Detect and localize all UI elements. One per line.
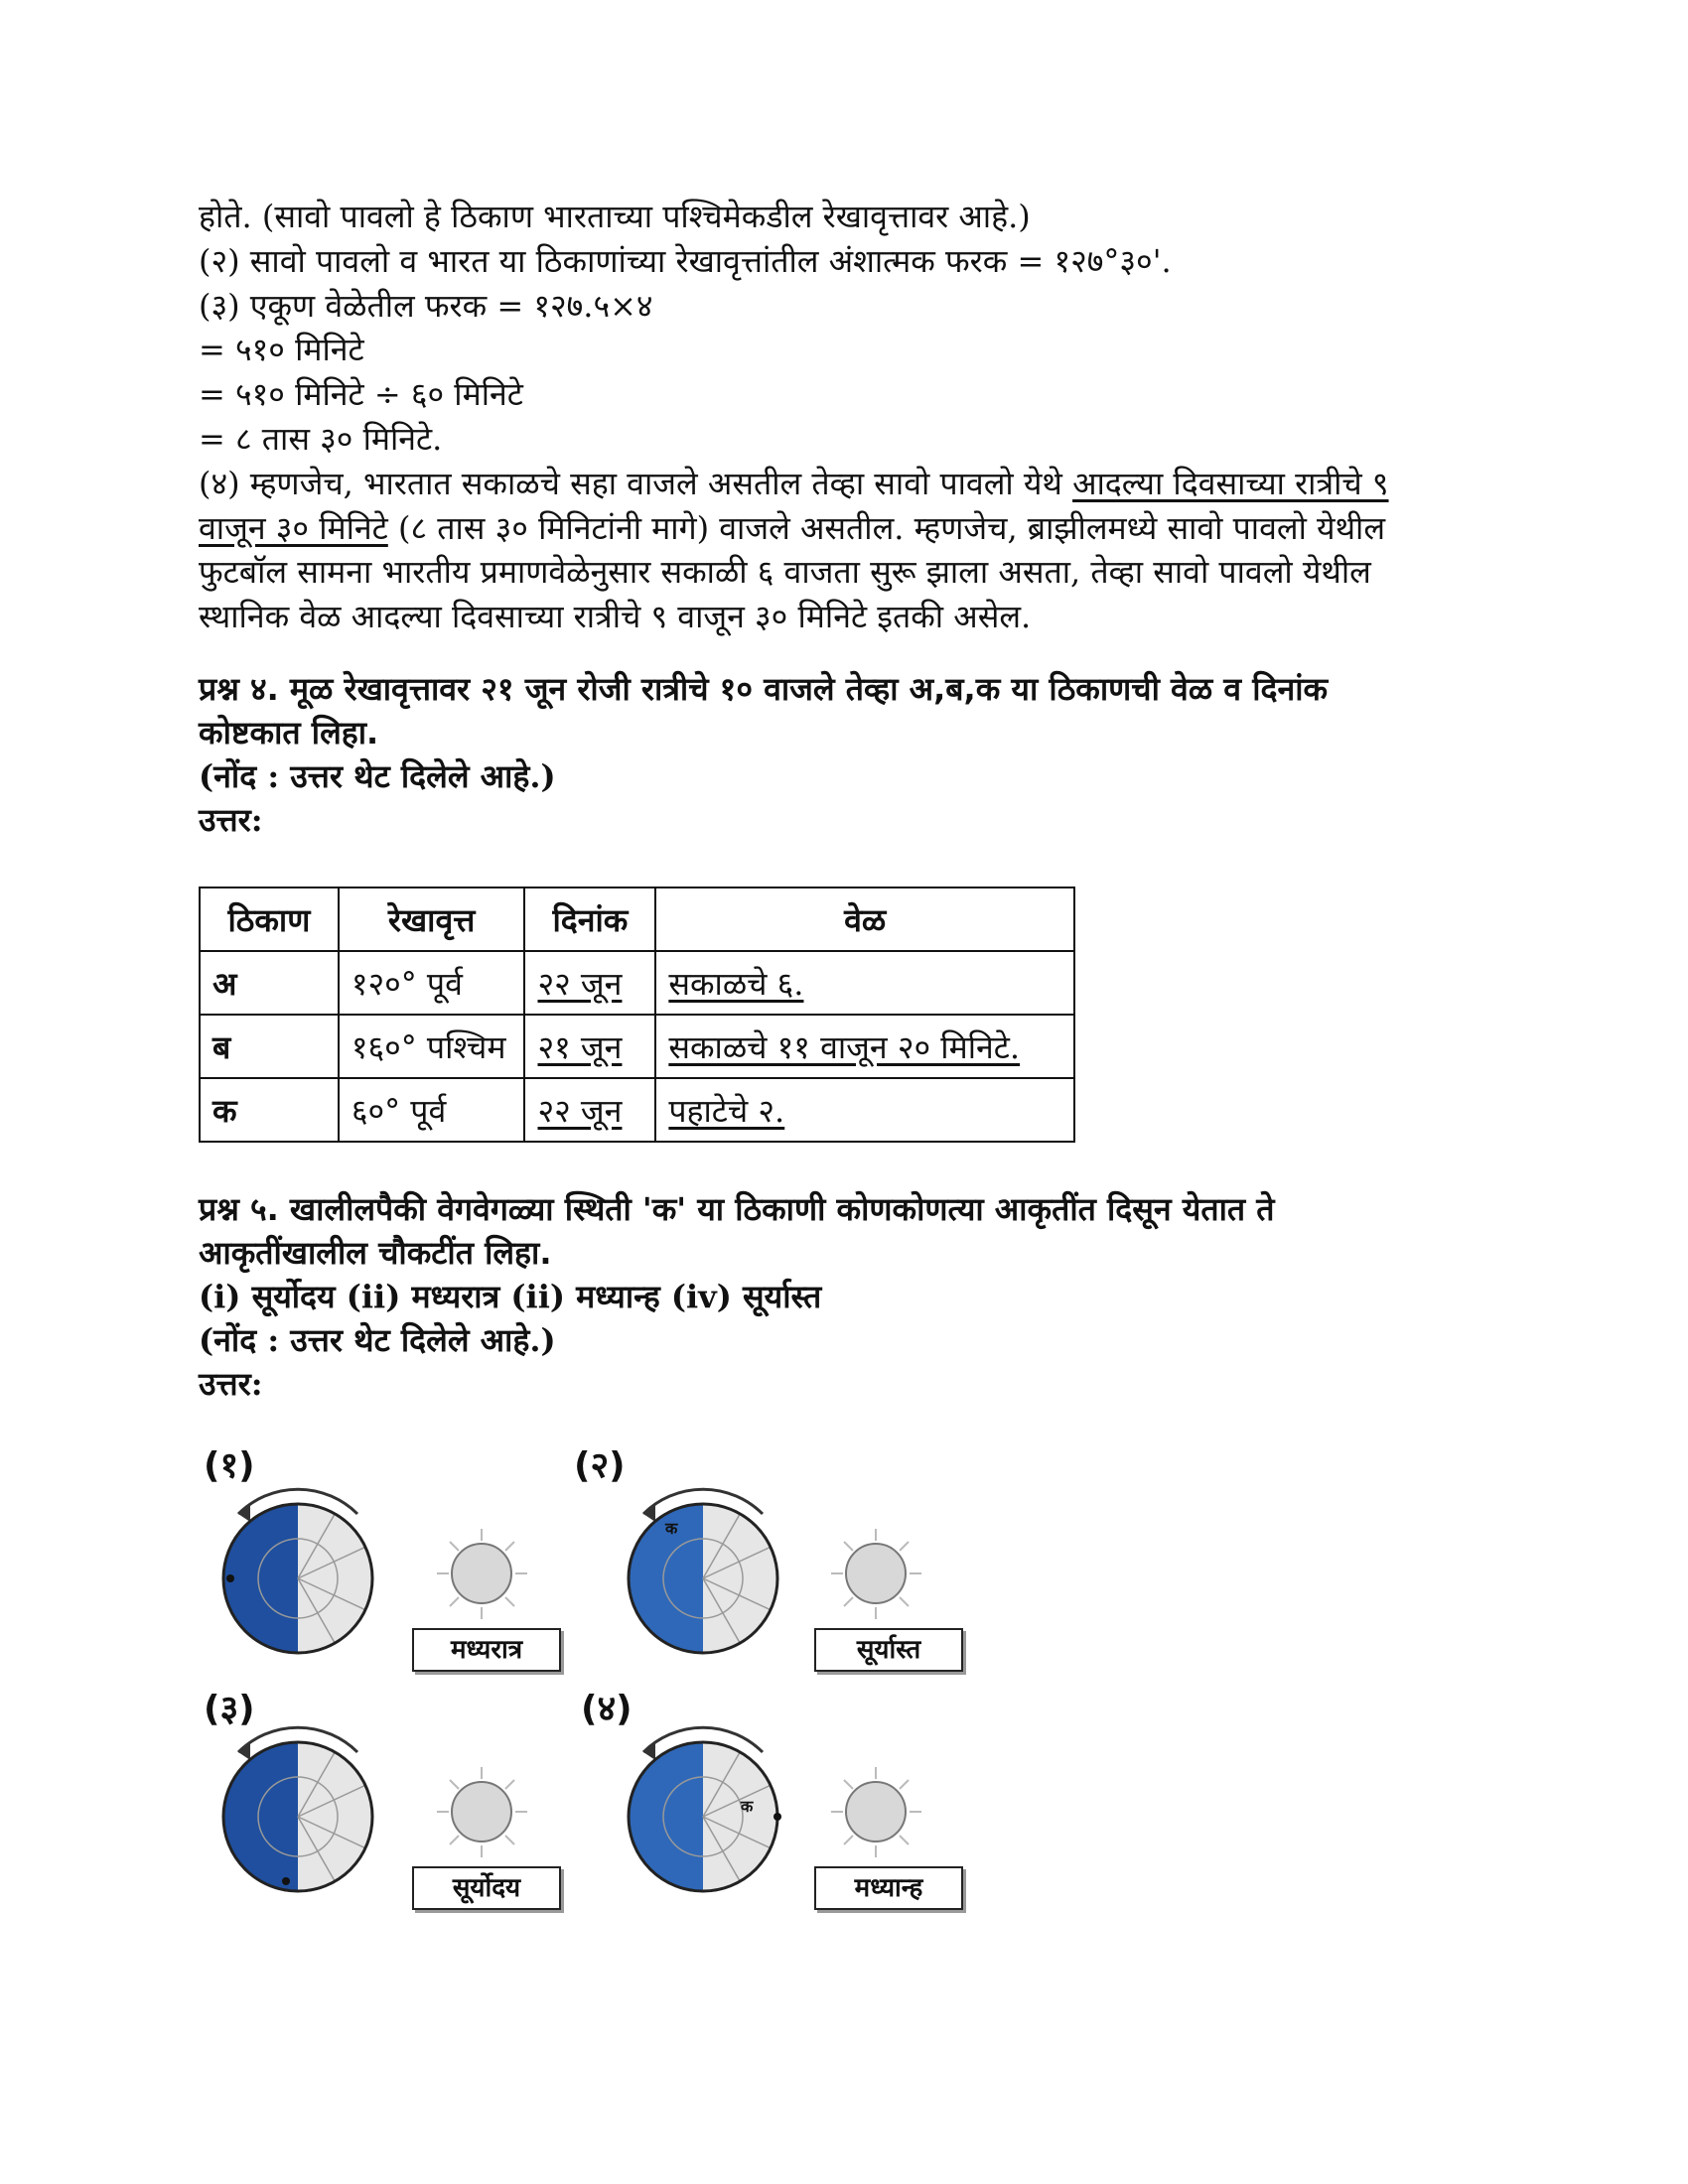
figure-3-number: (३) (204, 1689, 255, 1729)
intro-line-1: होते. (सावो पावलो हे ठिकाण भारताच्या पश्चिमेकडील रेखावृत्तावर आहे.) (199, 198, 1031, 235)
header-longitude: रेखावृत्त (339, 887, 525, 951)
question-4-line-2: कोष्टकात लिहा. (199, 713, 379, 751)
intro-line-10: स्थानिक वेळ आदल्या दिवसाच्या रात्रीचे ९ वाजून ३० मिनिटे इतकी असेल. (199, 598, 1032, 636)
underlined-answer: आदल्या दिवसाच्या रात्रीचे ९ (1072, 464, 1389, 502)
table-row (200, 951, 1074, 1015)
question-5-line-2: आकृतींखालील चौकटींत लिहा. (199, 1234, 552, 1272)
table-row (200, 1015, 1074, 1078)
question-4-line-1: प्रश्न ४. मूळ रेखावृत्तावर २१ जून रोजी रात्रीचे १० वाजले तेव्हा अ,ब,क या ठिकाणची वेळ व दिनांक (199, 669, 1329, 708)
cell-longitude: १२०° पूर्व (339, 951, 525, 1015)
intro-line-2: (२) सावो पावलो व भारत या ठिकाणांच्या रेखावृत्तांतील अंशात्मक फरक = १२७°३०'. (199, 241, 1172, 280)
underlined-answer: वाजून ३० मिनिटे (199, 508, 388, 547)
question-5-note: (नोंद : उत्तर थेट दिलेले आहे.) (199, 1321, 556, 1359)
sun-icon (435, 1765, 529, 1859)
header-date: दिनांक (524, 887, 655, 951)
cell-date: २१ जून (524, 1015, 655, 1078)
question-4-note: (नोंद : उत्तर थेट दिलेले आहे.) (199, 756, 556, 795)
question-5-answer-label: उत्तर: (199, 1365, 263, 1403)
cell-time: सकाळचे ६. (655, 951, 1074, 1015)
place-marker: क (665, 1519, 678, 1538)
earth-diagram-1 (209, 1484, 387, 1663)
figure-1-label: मध्यरात्र (412, 1628, 561, 1672)
earth-diagram-3 (209, 1722, 387, 1901)
table-row (200, 1078, 1074, 1142)
figure-4-number: (४) (581, 1689, 633, 1729)
cell-time: पहाटेचे २. (655, 1078, 1074, 1142)
cell-longitude: १६०° पश्चिम (339, 1015, 525, 1078)
cell-date: २२ जून (524, 1078, 655, 1142)
intro-line-5: = ५१० मिनिटे ÷ ६० मिनिटे (199, 375, 523, 414)
table-header-row (200, 887, 1074, 951)
figure-3-label: सूर्योदय (412, 1866, 561, 1910)
question-5-line-1: प्रश्न ५. खालीलपैकी वेगवेगळ्या स्थिती 'क' या ठिकाणी कोणकोणत्या आकृतींत दिसून येतात ते (199, 1190, 1275, 1228)
cell-time: सकाळचे ११ वाजून २० मिनिटे. (655, 1015, 1074, 1078)
figure-2-label: सूर्यास्त (814, 1628, 963, 1672)
figure-1-number: (१) (204, 1445, 255, 1486)
intro-text: (८ तास ३० मिनिटांनी मागे) वाजले असतील. म्हणजेच, ब्राझीलमध्ये सावो पावलो येथील (387, 508, 1386, 547)
place-marker: क (741, 1797, 754, 1816)
cell-place: अ (200, 951, 339, 1015)
header-time: वेळ (655, 887, 1074, 951)
cell-place: ब (200, 1015, 339, 1078)
intro-line-6: = ८ तास ३० मिनिटे. (199, 419, 443, 458)
question-5-options: (i) सूर्योदय (ii) मध्यरात्र (ii) मध्यान्ह (iv) सूर्यास्त (199, 1278, 822, 1315)
document-body (199, 195, 1489, 842)
header-place: ठिकाण (200, 887, 339, 951)
figure-2-number: (२) (574, 1445, 626, 1486)
figure-4-label: मध्यान्ह (814, 1866, 963, 1910)
intro-line-8 (199, 506, 1489, 551)
earth-diagram-4 (614, 1722, 792, 1901)
cell-place: क (200, 1078, 339, 1142)
question-4-answer-label: उत्तर: (199, 800, 263, 839)
intro-line-4: = ५१० मिनिटे (199, 331, 364, 369)
sun-icon (829, 1527, 923, 1621)
question-5-block (199, 1187, 1489, 1406)
time-date-table (199, 887, 1075, 1143)
intro-line-9: फुटबॉल सामना भारतीय प्रमाणवेळेनुसार सकाळी ६ वाजता सुरू झाला असता, तेव्हा सावो पावलो येथील (199, 553, 1371, 592)
intro-text: (४) म्हणजेच, भारतात सकाळचे सहा वाजले असतील तेव्हा सावो पावलो येथे (199, 464, 1073, 502)
cell-date: २२ जून (524, 951, 655, 1015)
intro-line-7 (199, 462, 1489, 506)
sun-icon (435, 1527, 529, 1621)
cell-longitude: ६०° पूर्व (339, 1078, 525, 1142)
earth-diagram-2 (614, 1484, 792, 1663)
intro-line-3: (३) एकूण वेळेतील फरक = १२७.५×४ (199, 286, 653, 325)
sun-icon (829, 1765, 923, 1859)
